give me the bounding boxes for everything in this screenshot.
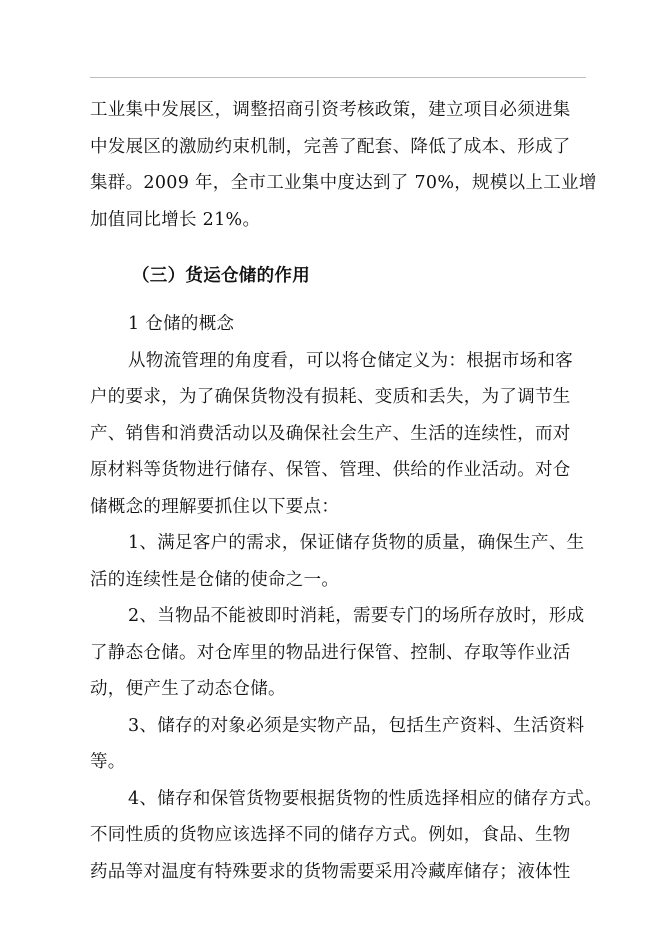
text-line: 1、满足客户的需求，保证储存货物的质量，确保生产、生 (128, 533, 585, 553)
paragraph-point-3 (90, 708, 590, 781)
text-line: 原材料等货物进行储存、保管、管理、供给的作业活动。对仓 (90, 460, 571, 480)
text-line: 2、当物品不能被即时消耗，需要专门的场所存放时，形成 (128, 606, 585, 626)
paragraph-point-4 (90, 781, 603, 891)
text-line: 加值同比增长 21%。 (90, 209, 261, 230)
document-body (90, 92, 603, 890)
text-line: 中发展区的激励约束机制，完善了配套、降低了成本、形成了 (90, 136, 571, 157)
text-line: 工业集中发展区，调整招商引资考核政策，建立项目必须进集 (90, 100, 571, 120)
text-line: 集群。2009 年，全市工业集中度达到了 70%，规模以上工业增 (90, 173, 597, 193)
text-line: 动，便产生了动态仓储。 (90, 679, 286, 699)
subsection-heading: 1 仓储的概念 (128, 314, 235, 334)
text-line: 户的要求，为了确保货物没有损耗、变质和丢失，为了调节生 (90, 387, 571, 407)
text-line: 产、销售和消费活动以及确保社会生产、生活的连续性，而对 (90, 423, 571, 444)
header-rule (90, 77, 586, 78)
text-line: 储概念的理解要抓住以下要点： (90, 496, 340, 517)
paragraph-point-1 (90, 525, 590, 598)
paragraph-point-2 (90, 598, 590, 708)
paragraph-warehousing-definition (90, 343, 590, 526)
paragraph-industrial-concentration (90, 92, 597, 238)
section-heading: （三）货运仓储的作用 (132, 266, 310, 286)
text-line: 3、储存的对象必须是实物产品，包括生产资料、生活资料 (128, 715, 585, 736)
text-line: 从物流管理的角度看，可以将仓储定义为：根据市场和客 (128, 350, 573, 371)
text-line: 活的连续性是仓储的使命之一。 (90, 569, 340, 590)
text-line: 4、储存和保管货物要根据货物的性质选择相应的储存方式。 (128, 788, 603, 809)
text-line: 了静态仓储。对仓库里的物品进行保管、控制、存取等作业活 (90, 642, 571, 663)
text-line: 等。 (90, 752, 126, 772)
text-line: 不同性质的货物应该选择不同的储存方式。例如，食品、生物 (90, 825, 571, 845)
text-line: 药品等对温度有特殊要求的货物需要采用冷藏库储存；液体性 (90, 861, 571, 882)
